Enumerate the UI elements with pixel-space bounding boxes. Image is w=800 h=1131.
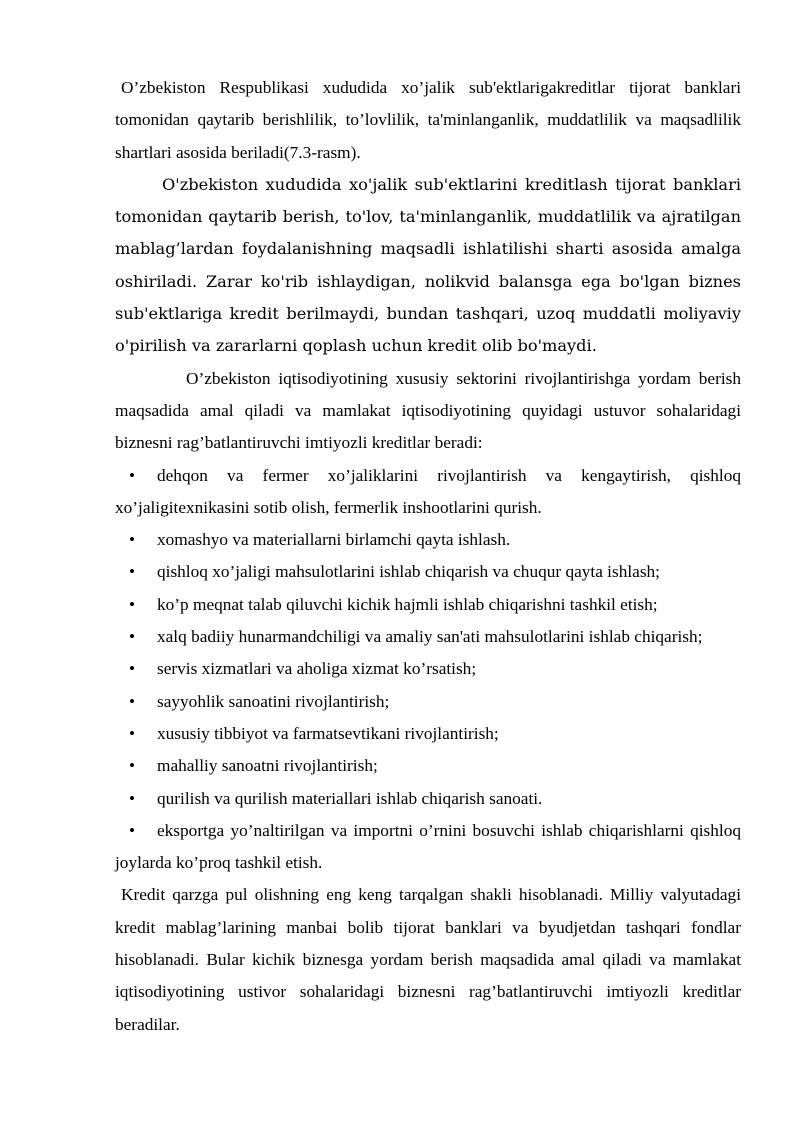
list-item: • ko’p meqnat talab qiluvchi kichik hajmli ishlab chiqarishni tashkil etish; bbox=[115, 589, 741, 621]
list-item: • eksportga yo’naltirilgan va importni o’rnini bosuvchi ishlab chiqarishlarni qishloq joylarda ko’proq tashkil etish. bbox=[115, 815, 741, 880]
bullet-icon: • bbox=[129, 820, 136, 840]
paragraph-credit-conditions: O’zbekiston Respublikasi xududida xo’jalik sub'ektlarigakreditlar tijorat banklari tomonidan qaytarib berishlilik, to’lovlilik, ta'minlanganlik, muddatlilik va maqsadlilik shartlari asosida beriladi(7.3-rasm). bbox=[115, 78, 741, 162]
bullet-icon: • bbox=[129, 465, 136, 485]
bullet-icon: • bbox=[129, 723, 136, 743]
document-page bbox=[115, 72, 741, 1041]
bullet-icon: • bbox=[129, 788, 136, 808]
list-item: • xalq badiiy hunarmandchiligi va amaliy san'ati mahsulotlarini ishlab chiqarish; bbox=[115, 621, 741, 653]
list-item: • mahalliy sanoatni rivojlantirish; bbox=[115, 750, 741, 782]
bullet-icon: • bbox=[129, 659, 136, 679]
list-item: • qurilish va qurilish materiallari ishlab chiqarish sanoati. bbox=[115, 783, 741, 815]
paragraph-credit-definition: Kredit qarzga pul olishning eng keng tarqalgan shakli hisoblanadi. Milliy valyutadagi kredit mablag’larining manbai bolib tijorat banklari va byudjetdan tashqari fondlar hisoblanadi. Bular kichik biznesga yordam berish maqsadida amal qiladi va mamlakat iqtisodiyotining ustivor sohalaridagi biznesni rag’batlantiruvchi imtiyozli kreditlar beradilar. bbox=[115, 885, 741, 1034]
paragraph-private-sector-support: O’zbekiston iqtisodiyotining xususiy sektorini rivojlantirishga yordam berish maqsadida amal qiladi va mamlakat iqtisodiyotining quyidagi ustuvor sohalaridagi biznesni rag’batlantiruvchi imtiyozli kreditlar beradi: bbox=[115, 368, 741, 453]
priority-sectors-list bbox=[115, 460, 741, 880]
list-item: • xususiy tibbiyot va farmatsevtikani rivojlantirish; bbox=[115, 718, 741, 750]
list-item: • xomashyo va materiallarni birlamchi qayta ishlash. bbox=[115, 524, 741, 556]
bullet-icon: • bbox=[129, 562, 136, 582]
bullet-icon: • bbox=[129, 627, 136, 647]
list-item: • qishloq xo’jaligi mahsulotlarini ishlab chiqarish va chuqur qayta ishlash; bbox=[115, 556, 741, 588]
bullet-icon: • bbox=[129, 594, 136, 614]
bullet-icon: • bbox=[129, 530, 136, 550]
paragraph-crediting-rules: O'zbekiston xududida xo'jalik sub'ektlarini kreditlash tijorat banklari tomonidan qaytarib berish, to'lov, ta'minlanganlik, muddatlilik va ajratilgan mablag’lardan foydalanishning maqsadli ishlatilishi sharti asosida amalga oshiriladi. Zarar ko'rib ishlaydigan, nolikvid balansga ega bo'lgan biznes sub'ektlariga kredit berilmaydi, bundan tashqari, uzoq muddatli moliyaviy o'pirilish va zararlarni qoplash uchun kredit olib bo'maydi. bbox=[115, 174, 741, 356]
bullet-icon: • bbox=[129, 756, 136, 776]
list-item: • sayyohlik sanoatini rivojlantirish; bbox=[115, 686, 741, 718]
bullet-icon: • bbox=[129, 691, 136, 711]
list-item: • servis xizmatlari va aholiga xizmat ko’rsatish; bbox=[115, 653, 741, 685]
list-item: • dehqon va fermer xo’jaliklarini rivojlantirish va kengaytirish, qishloq xo’jaligitexnikasini sotib olish, fermerlik inshootlarini qurish. bbox=[115, 460, 741, 525]
